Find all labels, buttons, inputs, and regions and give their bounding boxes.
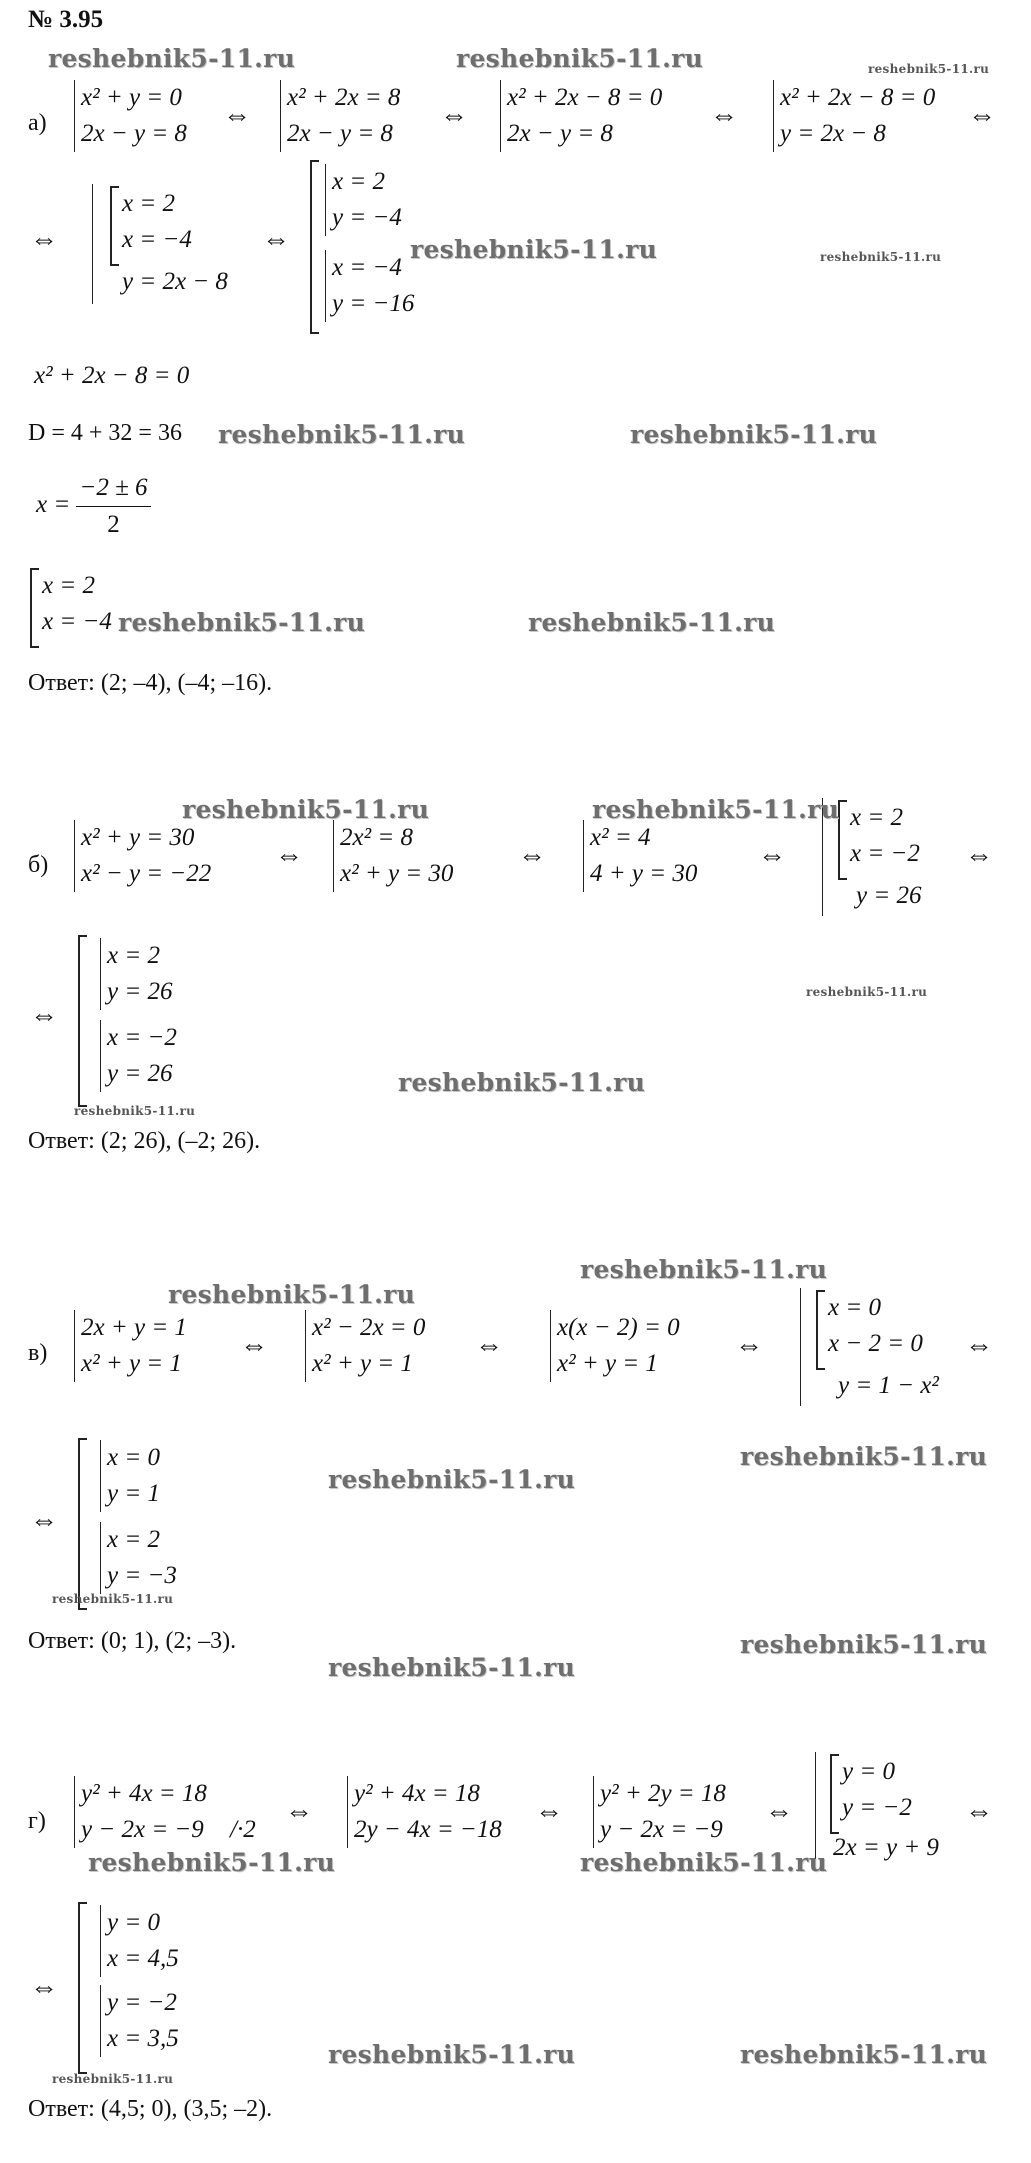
watermark: reshebnik5-11.ru <box>456 44 704 73</box>
part-a-system-1: x² + y = 0 2x − y = 8 <box>74 80 187 152</box>
equivalence-arrow: ⇔ <box>535 1796 563 1827</box>
watermark: reshebnik5-11.ru <box>74 1104 196 1118</box>
watermark: reshebnik5-11.ru <box>52 1592 174 1606</box>
equivalence-arrow: ⇔ <box>475 1330 503 1361</box>
equivalence-arrow: ⇔ <box>285 1796 313 1827</box>
part-a-label: а) <box>28 110 47 136</box>
part-a-system-2: x² + 2x = 8 2x − y = 8 <box>280 80 400 152</box>
equivalence-arrow: ⇔ <box>30 1972 58 2003</box>
watermark: reshebnik5-11.ru <box>580 1848 828 1877</box>
watermark: reshebnik5-11.ru <box>398 1068 646 1097</box>
equivalence-arrow: ⇔ <box>965 1796 993 1827</box>
watermark: reshebnik5-11.ru <box>820 250 942 264</box>
part-b-solution-bracket <box>78 935 87 1107</box>
watermark: reshebnik5-11.ru <box>630 420 878 449</box>
part-d-label: г) <box>28 1808 46 1834</box>
equivalence-arrow: ⇔ <box>30 1505 58 1536</box>
equivalence-arrow: ⇔ <box>965 840 993 871</box>
equivalence-arrow: ⇔ <box>758 840 786 871</box>
watermark: reshebnik5-11.ru <box>592 795 840 824</box>
watermark: reshebnik5-11.ru <box>740 1630 988 1659</box>
watermark: reshebnik5-11.ru <box>328 1653 576 1682</box>
part-a-solution-1: x = 2 y = −4 <box>325 164 402 236</box>
part-b-system-1: x² + y = 30 x² − y = −22 <box>74 820 211 892</box>
part-a-solution-bracket <box>310 160 319 334</box>
part-c-answer: Ответ: (0; 1), (2; –3). <box>28 1628 237 1654</box>
equivalence-arrow: ⇔ <box>518 840 546 871</box>
part-d-solution-1: y = 0 x = 4,5 <box>100 1905 179 1977</box>
part-a-solution-2: x = −4 y = −16 <box>325 250 414 322</box>
watermark: reshebnik5-11.ru <box>328 2040 576 2069</box>
watermark: reshebnik5-11.ru <box>48 44 296 73</box>
part-a-roots-bracket <box>30 568 39 648</box>
watermark: reshebnik5-11.ru <box>88 1848 336 1877</box>
part-b-answer: Ответ: (2; 26), (–2; 26). <box>28 1128 261 1154</box>
part-c-solution-2: x = 2 y = −3 <box>100 1522 177 1594</box>
part-a-or-bracket <box>110 186 119 266</box>
watermark: reshebnik5-11.ru <box>328 1465 576 1494</box>
part-d-or-roots: y = 0 y = −2 <box>842 1758 912 1821</box>
part-c-combined-brace <box>800 1288 807 1406</box>
part-d-x-expression: 2x = y + 9 <box>833 1834 939 1861</box>
watermark: reshebnik5-11.ru <box>580 1255 828 1284</box>
equivalence-arrow: ⇔ <box>440 100 468 131</box>
part-d-system-1: y² + 4x = 18 y − 2x = −9 <box>74 1776 207 1848</box>
equivalence-arrow: ⇔ <box>965 1330 993 1361</box>
watermark: reshebnik5-11.ru <box>868 62 990 76</box>
watermark: reshebnik5-11.ru <box>740 1442 988 1471</box>
part-a-system-4: x² + 2x − 8 = 0 y = 2x − 8 <box>773 80 935 152</box>
equivalence-arrow: ⇔ <box>262 224 290 255</box>
watermark: reshebnik5-11.ru <box>740 2040 988 2069</box>
watermark: reshebnik5-11.ru <box>182 795 430 824</box>
part-b-y-value: y = 26 <box>856 882 922 909</box>
part-a-discriminant: D = 4 + 32 = 36 <box>28 420 182 446</box>
equivalence-arrow: ⇔ <box>275 840 303 871</box>
problem-number: № 3.95 <box>28 6 104 33</box>
part-c-label: в) <box>28 1340 48 1366</box>
watermark: reshebnik5-11.ru <box>168 1280 416 1309</box>
part-d-solution-2: y = −2 x = 3,5 <box>100 1985 179 2057</box>
part-c-system-2: x² − 2x = 0 x² + y = 1 <box>305 1310 425 1382</box>
part-c-or-roots: x = 0 x − 2 = 0 <box>828 1294 923 1357</box>
part-c-solution-bracket <box>78 1438 87 1610</box>
part-a-or-roots: x = 2 x = −4 <box>122 190 192 253</box>
part-b-or-roots: x = 2 x = −2 <box>850 804 920 867</box>
watermark: reshebnik5-11.ru <box>528 608 776 637</box>
part-d-answer: Ответ: (4,5; 0), (3,5; –2). <box>28 2096 273 2122</box>
part-a-quadratic: x² + 2x − 8 = 0 <box>34 362 190 389</box>
part-c-solution-1: x = 0 y = 1 <box>100 1440 160 1512</box>
equivalence-arrow: ⇔ <box>735 1330 763 1361</box>
equivalence-arrow: ⇔ <box>223 100 251 131</box>
equivalence-arrow: ⇔ <box>240 1330 268 1361</box>
part-c-system-1: 2x + y = 1 x² + y = 1 <box>74 1310 187 1382</box>
part-c-or-bracket <box>816 1290 825 1370</box>
part-b-or-bracket <box>838 800 847 880</box>
watermark: reshebnik5-11.ru <box>52 2072 174 2086</box>
part-a-combined-brace <box>92 184 99 304</box>
watermark: reshebnik5-11.ru <box>806 985 928 999</box>
part-b-solution-2: x = −2 y = 26 <box>100 1020 177 1092</box>
equivalence-arrow: ⇔ <box>968 100 996 131</box>
part-c-y-expression: y = 1 − x² <box>838 1372 939 1399</box>
part-a-y-expression: y = 2x − 8 <box>122 268 228 295</box>
watermark: reshebnik5-11.ru <box>118 608 366 637</box>
watermark: reshebnik5-11.ru <box>410 235 658 264</box>
part-b-system-2: 2x² = 8 x² + y = 30 <box>333 820 453 892</box>
part-b-label: б) <box>28 852 49 878</box>
part-a-root-formula: x = $\frac{-2 \pm 6}{2}$ <box>36 470 151 543</box>
part-b-solution-1: x = 2 y = 26 <box>100 938 172 1010</box>
equivalence-arrow: ⇔ <box>30 224 58 255</box>
part-a-answer: Ответ: (2; –4), (–4; –16). <box>28 670 273 696</box>
part-d-multiply-note: /·2 <box>230 1816 256 1843</box>
part-d-or-bracket <box>830 1754 839 1834</box>
part-d-system-3: y² + 2y = 18 y − 2x = −9 <box>593 1776 726 1848</box>
equivalence-arrow: ⇔ <box>710 100 738 131</box>
part-a-system-3: x² + 2x − 8 = 0 2x − y = 8 <box>500 80 662 152</box>
part-d-system-2: y² + 4x = 18 2y − 4x = −18 <box>347 1776 502 1848</box>
equivalence-arrow: ⇔ <box>30 1000 58 1031</box>
watermark: reshebnik5-11.ru <box>218 420 466 449</box>
part-a-roots: x = 2 x = −4 <box>42 572 112 635</box>
equivalence-arrow: ⇔ <box>765 1796 793 1827</box>
part-c-system-3: x(x − 2) = 0 x² + y = 1 <box>550 1310 680 1382</box>
part-d-solution-bracket <box>78 1902 87 2074</box>
part-b-system-3: x² = 4 4 + y = 30 <box>583 820 697 892</box>
